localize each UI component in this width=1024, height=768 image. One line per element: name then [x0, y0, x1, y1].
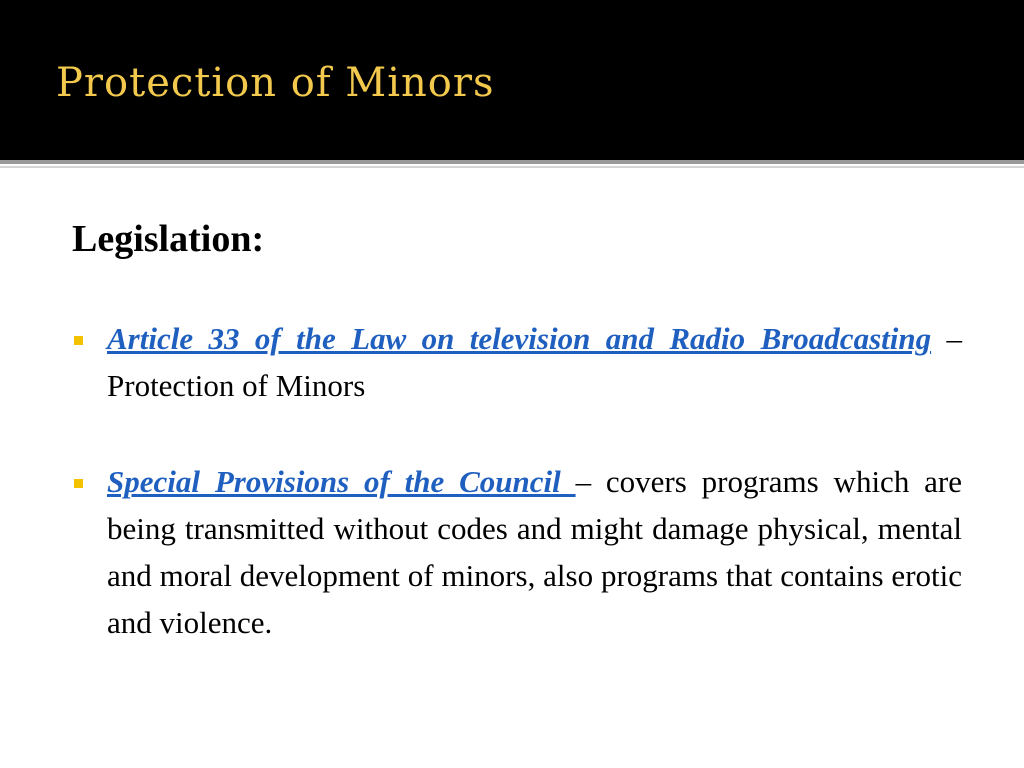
bullet-item	[72, 315, 962, 409]
title-bar	[0, 0, 1024, 160]
bullet-text	[107, 315, 962, 409]
bullet-description: – covers programs which are being transmitted without codes and might damage physical, mental and moral development of minors, also programs that contains erotic and violence.	[107, 464, 962, 640]
special-provisions-link[interactable]: Special Provisions of the Council	[107, 464, 576, 499]
article-33-link[interactable]: Article 33 of the Law on television and Radio Broadcasting	[107, 321, 932, 356]
title-divider-light	[0, 166, 1024, 168]
section-heading: Legislation:	[72, 218, 265, 260]
title-divider	[0, 160, 1024, 164]
bullet-text	[107, 458, 962, 646]
square-bullet-icon	[74, 479, 83, 488]
bullet-description: – Protection of Minors	[107, 321, 963, 403]
slide-title: Protection of Minors	[56, 60, 495, 106]
square-bullet-icon	[74, 336, 83, 345]
bullet-item	[72, 458, 962, 646]
